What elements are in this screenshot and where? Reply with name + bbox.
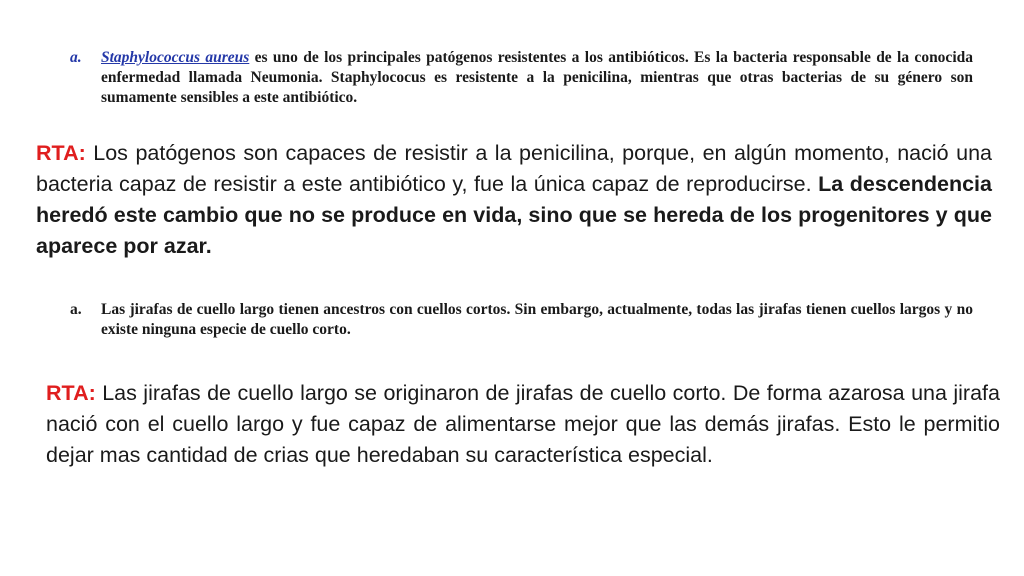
question-1-text: es uno de los principales patógenos resistentes a los antibióticos. Es la bacteria responsable de la conocida enfermedad llamada Neumonia. Staphylococus es resistente a la penicilina, mientras que otras bacterias de su género son sumamente sensibles a este antibiótico. <box>101 49 973 106</box>
question-2-body <box>101 300 973 340</box>
answer-2-label: RTA: <box>46 381 96 405</box>
answer-1-emphasis: La descendencia heredó este cambio que no se produce en vida, sino que se hereda de los progenitores y que aparece por azar. <box>36 172 992 258</box>
answer-1 <box>36 138 992 262</box>
answer-1-label: RTA: <box>36 141 86 165</box>
species-link[interactable]: Staphylococcus aureus <box>101 49 250 66</box>
question-2-marker: a. <box>70 301 82 318</box>
answer-2-text: Las jirafas de cuello largo se originaron de jirafas de cuello corto. De forma azarosa una jirafa nació con el cuello largo y fue capaz de alimentarse mejor que las demás jirafas. Esto le permitio dejar mas cantidad de crias que heredaban su característica especial. <box>46 381 1000 467</box>
question-1 <box>70 48 973 108</box>
answer-2 <box>46 378 1000 471</box>
question-1-body <box>101 48 973 108</box>
question-2 <box>70 300 973 340</box>
answer-1-text: Los patógenos son capaces de resistir a la penicilina, porque, en algún momento, nació una bacteria capaz de resistir a este antibiótico y, fue la única capaz de reproducirse. <box>36 141 992 196</box>
question-1-marker: a. <box>70 49 82 66</box>
question-2-text: Las jirafas de cuello largo tienen ancestros con cuellos cortos. Sin embargo, actualmente, todas las jirafas tienen cuellos largos y no existe ninguna especie de cuello corto. <box>101 301 973 338</box>
